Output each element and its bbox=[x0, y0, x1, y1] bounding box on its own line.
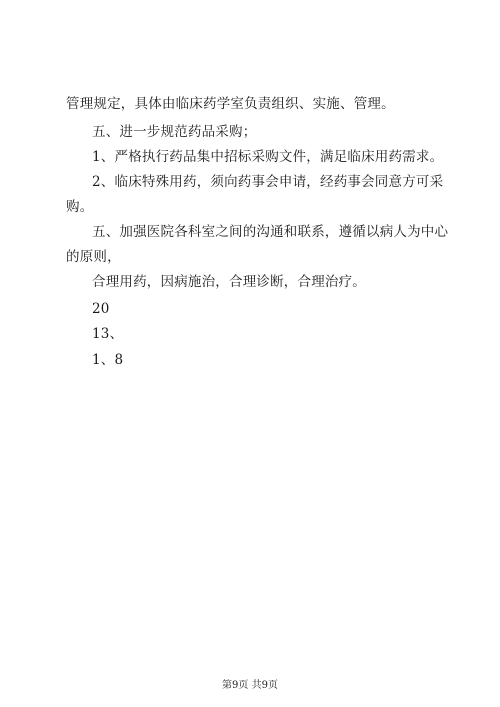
page-footer: 第9页 共9页 bbox=[222, 680, 278, 691]
text-line: 20 bbox=[92, 301, 110, 317]
text-line: 购。 bbox=[66, 199, 94, 215]
text-line: 管理规定，具体由临床药学室负责组织、实施、管理。 bbox=[66, 96, 395, 112]
text-line: 的原则， bbox=[66, 249, 121, 265]
list-item: 1、严格执行药品集中招标采购文件，满足临床用药需求。 bbox=[92, 149, 444, 165]
section-heading: 五、进一步规范药品采购； bbox=[92, 124, 257, 140]
list-item: 2、临床特殊用药，须向药事会申请，经药事会同意方可采 bbox=[92, 174, 444, 190]
text-line: 合理用药，因病施治，合理诊断，合理治疗。 bbox=[92, 274, 366, 290]
text-line: 13、 bbox=[92, 326, 124, 342]
text-line: 1、8 bbox=[92, 352, 124, 368]
section-heading: 五、加强医院各科室之间的沟通和联系，遵循以病人为中心 bbox=[92, 224, 449, 240]
